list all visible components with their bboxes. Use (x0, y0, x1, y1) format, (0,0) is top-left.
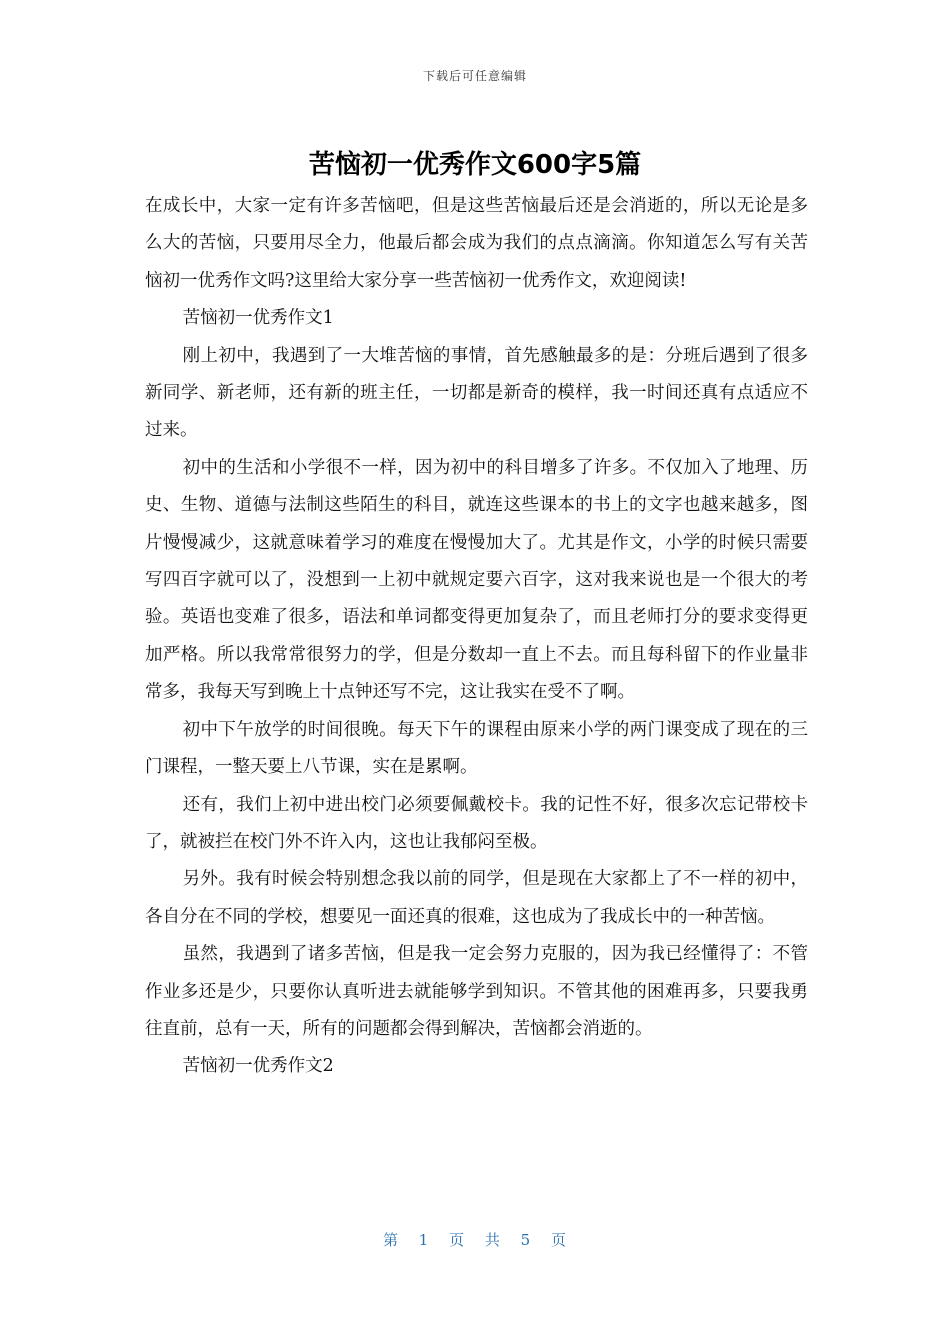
essay-paragraph: 初中下午放学的时间很晚。每天下午的课程由原来小学的两门课变成了现在的三门课程，一整天要上八节课，实在是累啊。 (145, 719, 808, 778)
essay-paragraph: 还有，我们上初中进出校门必须要佩戴校卡。我的记性不好，很多次忘记带校卡了，就被拦在校门外不许入内，这也让我郁闷至极。 (145, 794, 808, 852)
essay-heading-1: 苦恼初一优秀作文1 (182, 308, 334, 329)
intro-paragraph: 在成长中，大家一定有许多苦恼吧，但是这些苦恼最后还是会消逝的，所以无论是多么大的苦恼，只要用尽全力，他最后都会成为我们的点点滴滴。你知道怎么写有关苦恼初一优秀作文吗?这里给大家分享一些苦恼初一优秀作文，欢迎阅读! (145, 196, 808, 291)
essay-heading-2: 苦恼初一优秀作文2 (182, 1056, 334, 1077)
document-body (145, 188, 808, 1086)
essay-paragraph: 虽然，我遇到了诸多苦恼，但是我一定会努力克服的，因为我已经懂得了：不管作业多还是少，只要你认真听进去就能够学到知识。不管其他的困难再多，只要我勇往直前，总有一天，所有的问题都会得到解决，苦恼都会消逝的。 (145, 944, 808, 1039)
download-editable-note: 下载后可任意编辑 (422, 69, 527, 83)
document-title: 苦恼初一优秀作文600字5篇 (308, 150, 642, 180)
essay-paragraph: 另外。我有时候会特别想念我以前的同学，但是现在大家都上了不一样的初中，各自分在不同的学校，想要见一面还真的很难，这也成为了我成长中的一种苦恼。 (145, 869, 808, 927)
essay-paragraph: 初中的生活和小学很不一样，因为初中的科目增多了许多。不仅加入了地理、历史、生物、道德与法制这些陌生的科目，就连这些课本的书上的文字也越来越多，图片慢慢减少，这就意味着学习的难度在慢慢加大了。尤其是作文，小学的时候只需要写四百字就可以了，没想到一上初中就规定要六百字，这对我来说也是一个很大的考验。英语也变难了很多，语法和单词都变得更加复杂了，而且老师打分的要求变得更加严格。所以我常常很努力的学，但是分数却一直上不去。而且每科留下的作业量非常多，我每天写到晚上十点钟还写不完，这让我实在受不了啊。 (145, 457, 808, 703)
page-indicator: 第 1 页 共 5 页 (383, 1231, 567, 1249)
essay-paragraph: 刚上初中，我遇到了一大堆苦恼的事情，首先感触最多的是：分班后遇到了很多新同学、新老师，还有新的班主任，一切都是新奇的模样，我一时间还真有点适应不过来。 (145, 345, 808, 441)
